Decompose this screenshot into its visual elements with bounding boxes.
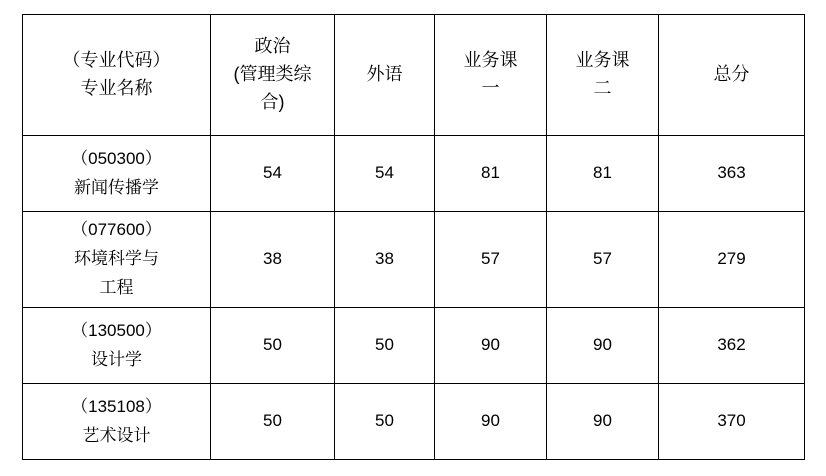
column-header-major-course-2 [547, 15, 659, 136]
table-header [23, 15, 805, 136]
major-name: 艺术设计 [82, 425, 151, 445]
cell-foreign-language: 38 [335, 212, 435, 308]
cell-total: 362 [659, 308, 805, 384]
column-header-politics-line-1: 政治 [254, 36, 291, 57]
cell-major-course-1: 90 [435, 308, 547, 384]
major-name: 新闻传播学 [74, 177, 159, 197]
cell-total: 370 [659, 384, 805, 460]
major-name-cont: 工程 [99, 277, 134, 297]
column-header-major-line-1: （专业代码） [62, 50, 171, 71]
column-header-major-course-1-line-2: 一 [481, 78, 500, 98]
column-header-total [659, 15, 805, 136]
column-header-foreign-language-line-1: 外语 [366, 64, 403, 85]
column-header-foreign-language [335, 15, 435, 136]
cell-total: 279 [659, 212, 805, 308]
cell-major-course-2: 90 [547, 384, 659, 460]
major-code: （077600） [71, 220, 162, 240]
table-row [23, 308, 805, 384]
cell-politics: 54 [211, 136, 335, 212]
major-name: 环境科学与 [74, 249, 159, 269]
column-header-major-line-2: 专业名称 [80, 78, 153, 98]
table-header-row [23, 15, 805, 136]
table-row [23, 212, 805, 308]
cell-major-course-1: 81 [435, 136, 547, 212]
cell-politics: 50 [211, 384, 335, 460]
cell-major-course-2: 81 [547, 136, 659, 212]
cell-foreign-language: 50 [335, 384, 435, 460]
table-body [23, 136, 805, 460]
major-name: 设计学 [91, 349, 142, 369]
major-code: （135108） [71, 396, 162, 416]
admission-score-table [22, 14, 805, 460]
column-header-major-course-2-line-1: 业务课 [575, 50, 630, 71]
major-code: （130500） [71, 320, 162, 340]
cell-major-name [23, 384, 211, 460]
cell-major-name [23, 308, 211, 384]
major-code: （050300） [71, 148, 162, 168]
cell-major-course-1: 57 [435, 212, 547, 308]
cell-major-course-1: 90 [435, 384, 547, 460]
table-row [23, 136, 805, 212]
cell-politics: 50 [211, 308, 335, 384]
cell-major-name [23, 212, 211, 308]
cell-foreign-language: 50 [335, 308, 435, 384]
column-header-major-course-1-line-1: 业务课 [463, 50, 518, 71]
column-header-major-course-1 [435, 15, 547, 136]
cell-total: 363 [659, 136, 805, 212]
column-header-politics-line-2: (管理类综 [233, 64, 312, 85]
cell-politics: 38 [211, 212, 335, 308]
column-header-major [23, 15, 211, 136]
column-header-total-line-1: 总分 [713, 64, 750, 85]
column-header-major-course-2-line-2: 二 [593, 78, 612, 98]
cell-major-course-2: 57 [547, 212, 659, 308]
table-row [23, 384, 805, 460]
cell-major-name [23, 136, 211, 212]
cell-foreign-language: 54 [335, 136, 435, 212]
column-header-politics-line-3: 合) [260, 91, 285, 112]
cell-major-course-2: 90 [547, 308, 659, 384]
column-header-politics [211, 15, 335, 136]
